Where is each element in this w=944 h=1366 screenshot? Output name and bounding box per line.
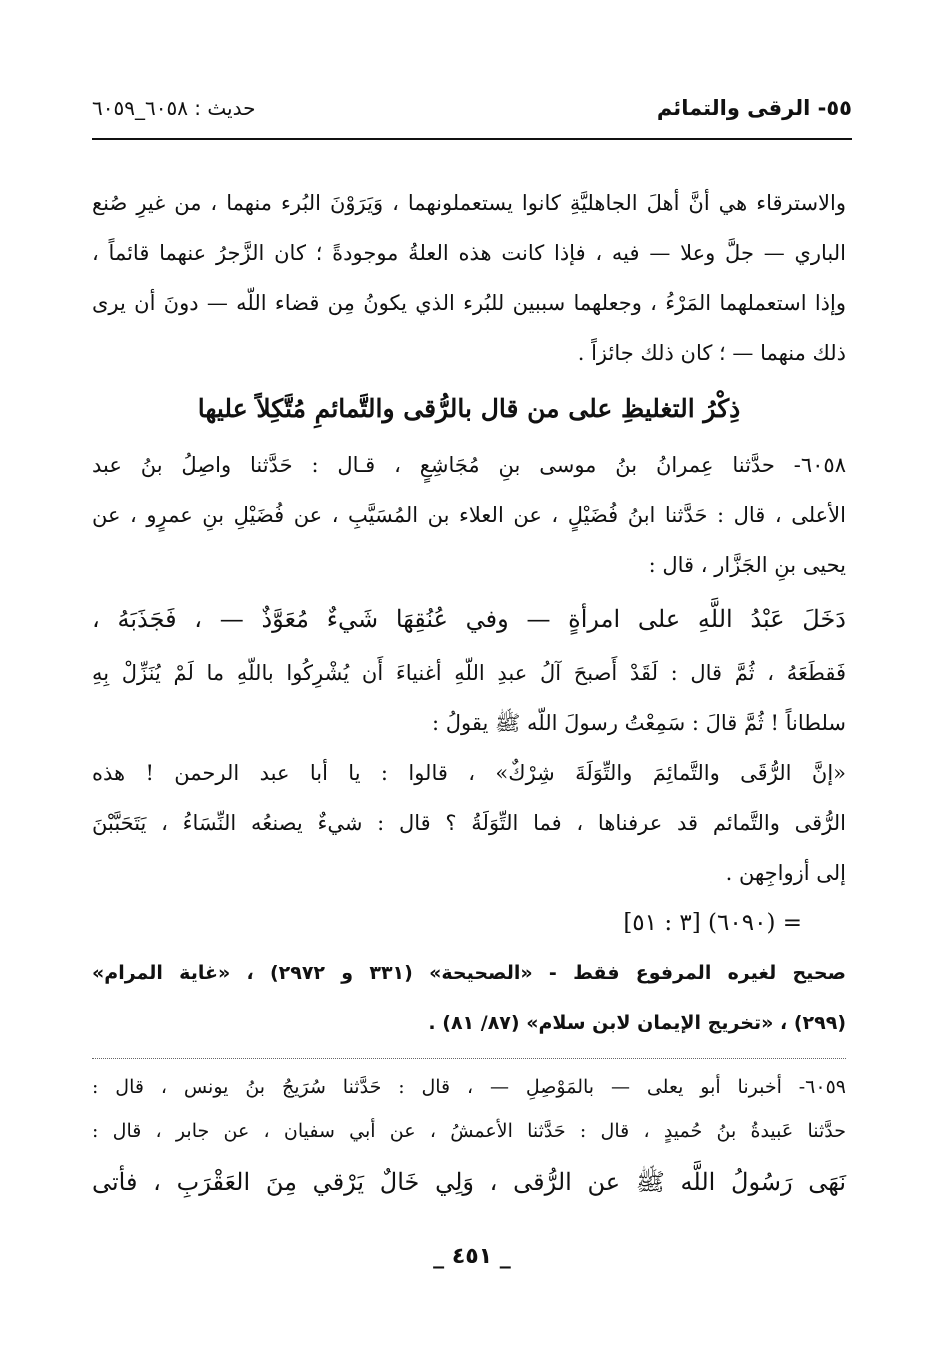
cross-reference: = (٦٠٩٠) [٣ : ٥١] — [623, 910, 802, 936]
intro-line: والاسترقاء هي أنَّ أهلَ الجاهليَّةِ كانوا يستعملونهما ، وَيَرَوْنَ البُرء منهما ، من غيرِ صُنع — [92, 191, 846, 215]
quote-line: إلى أزواجِهن . — [725, 861, 846, 885]
isnad-line: يحيى بنِ الجَزَّار ، قال : — [648, 553, 846, 577]
header-rule — [92, 138, 852, 140]
intro-line: ذلك منهما — ؛ كان ذلك جائزاً . — [577, 341, 846, 365]
matn-line: نَهَى رَسُولُ اللَّه ﷺ عن الرُّقى ، وَلِي خَالٌ يَرْقي مِنَ العَقْرَبِ ، فأتى — [92, 1168, 846, 1196]
grading-line: صحيح لغيره المرفوع فقط - «الصحيحة» (٣٣١ و ٢٩٧٢) ، «غاية المرام» — [92, 962, 846, 984]
running-header — [92, 96, 852, 120]
intro-line: الباري — جلَّ وعلا — فيه ، فإذا كانت هذه العلةُ موجودةً ؛ كان الزَّجرُ عنهما قائماً ، — [92, 241, 846, 265]
quote-line: «إنَّ الرُّقَى والتَّمائِمَ والتِّوَلَةَ شِرْكٌ» ، قالوا : يا أبا عبد الرحمن ! هذه — [92, 761, 846, 785]
matn-line: دَخَلَ عَبْدُ اللَّهِ على امرأةٍ — وفي عُنُقِهَا شَيءٌ مُعَوَّذٌ — ، فَجَذَبَهُ ، — [92, 605, 846, 633]
matn-line: سلطاناً ! ثُمَّ قالَ : سَمِعْتُ رسولَ اللّه ﷺ يقولُ : — [432, 711, 846, 735]
page-number: _ ٤٥١ _ — [433, 1244, 511, 1269]
isnad-line: حدَّثنا عَبيدةُ بنُ حُميدٍ ، قال : حَدَّثنا الأعمشُ ، عن أبي سفيان ، عن جابر ، قال : — [92, 1120, 846, 1142]
section-heading: ذِكْرُ التغليظِ على من قال بالرُّقى والتَّمائمِ مُتَّكِلاً عليها — [197, 394, 741, 423]
isnad-line: ٦٠٥٩- أخبرنا أبو يعلى — بالمَوْصِلِ — ، قال : حَدَّثنا سُرَيجُ بنُ يونس ، قال : — [92, 1076, 846, 1098]
matn-line: فَقطَعَهُ ، ثُمَّ قال : لَقَدْ أَصبحَ آلُ عبدِ اللّهِ أغنياءَ أَن يُشْرِكُوا باللّهِ ما لَمْ يُنَزِّلْ بِهِ — [92, 661, 846, 685]
chapter-title: ٥٥- الرقى والتمائم — [656, 96, 852, 120]
hadith-range: حديث : ٦٠٥٨_٦٠٥٩ — [92, 96, 256, 120]
section-divider — [92, 1058, 846, 1059]
intro-line: وإذا استعملهما المَرْءُ ، وجعلهما سببين للبُرء الذي يكونُ مِن قضاء اللّه — دونَ أن يرى — [92, 291, 846, 315]
quote-line: الرُّقى والتَّمائم قد عرفناها ، فما التِّوَلَةُ ؟ قال : شيءٌ يصنعُه النِّسَاءُ ، يَتَحَبَّبْنَ — [92, 811, 846, 835]
grading-line: (٢٩٩) ، «تخريج الإيمان لابن سلام» (٨٧/ ٨١) . — [428, 1012, 846, 1034]
isnad-line: الأعلى ، قال : حَدَّثنا ابنُ فُضَيْلٍ ، عن العلاء بن المُسَيَّبِ ، عن فُضَيْلِ بنِ عمرٍو ، عن — [92, 503, 846, 527]
isnad-line: ٦٠٥٨- حدَّثنا عِمرانُ بنُ موسى بنِ مُجَاشِعٍ ، قـال : حَدَّثنا واصِلُ بنُ عبد — [92, 453, 846, 477]
page-body — [92, 178, 846, 1211]
